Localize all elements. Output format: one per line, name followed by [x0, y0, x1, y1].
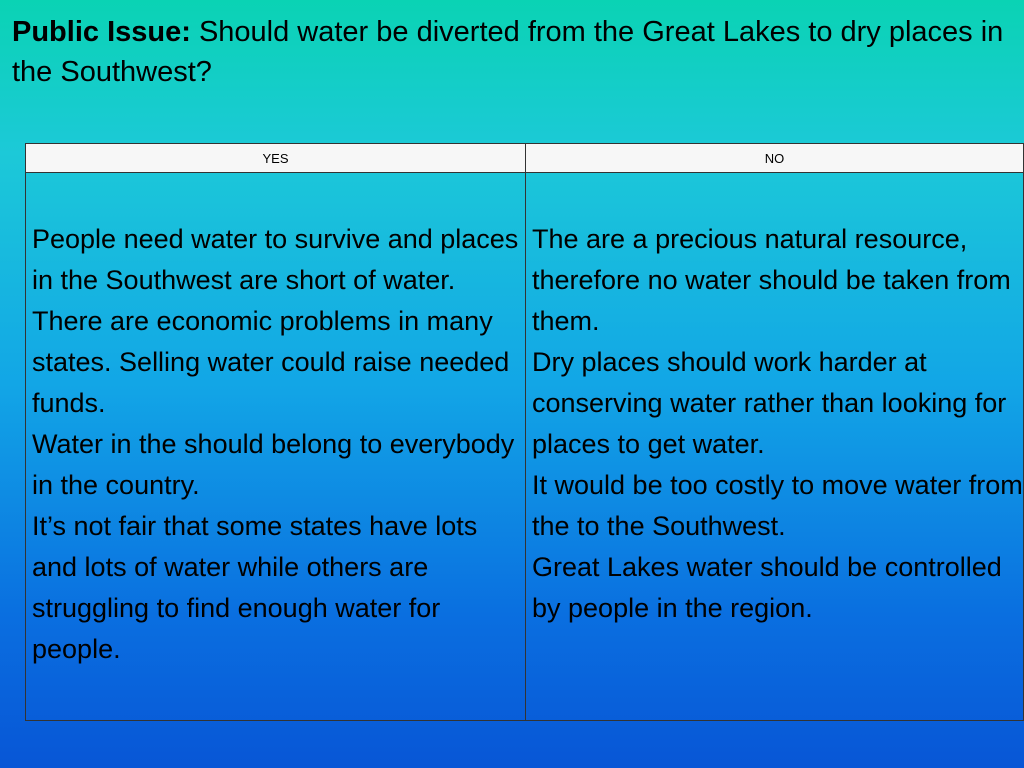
list-item: It’s not fair that some states have lots and lots of water while others are struggling to find enough water for people. — [32, 511, 478, 664]
list-item: People need water to survive and places in the Southwest are short of water. — [32, 224, 519, 295]
yes-arguments-list — [32, 173, 525, 670]
header-row — [26, 144, 1024, 173]
no-column-header: NO — [526, 144, 1024, 173]
list-item: Dry places should work harder at conserving water rather than looking for places to get water. — [532, 347, 1007, 459]
page-title — [12, 12, 1012, 92]
table-row — [26, 173, 1024, 721]
title-question: Should water be diverted from the Great Lakes to dry places in the Southwest? — [12, 16, 1004, 88]
list-item: The are a precious natural resource, therefore no water should be taken from them. — [532, 224, 1011, 336]
list-item: Water in the should belong to everybody in the country. — [32, 429, 515, 500]
no-arguments-list — [532, 173, 1023, 629]
yes-arguments-cell — [26, 173, 526, 721]
list-item: Great Lakes water should be controlled by people in the region. — [532, 552, 1002, 623]
issue-table — [25, 143, 1024, 721]
list-item: There are economic problems in many states. Selling water could raise needed funds. — [32, 306, 510, 418]
yes-column-header: YES — [26, 144, 526, 173]
list-item: It would be too costly to move water from the to the Southwest. — [532, 470, 1023, 541]
title-label: Public Issue: — [12, 16, 191, 48]
no-arguments-cell — [526, 173, 1024, 721]
